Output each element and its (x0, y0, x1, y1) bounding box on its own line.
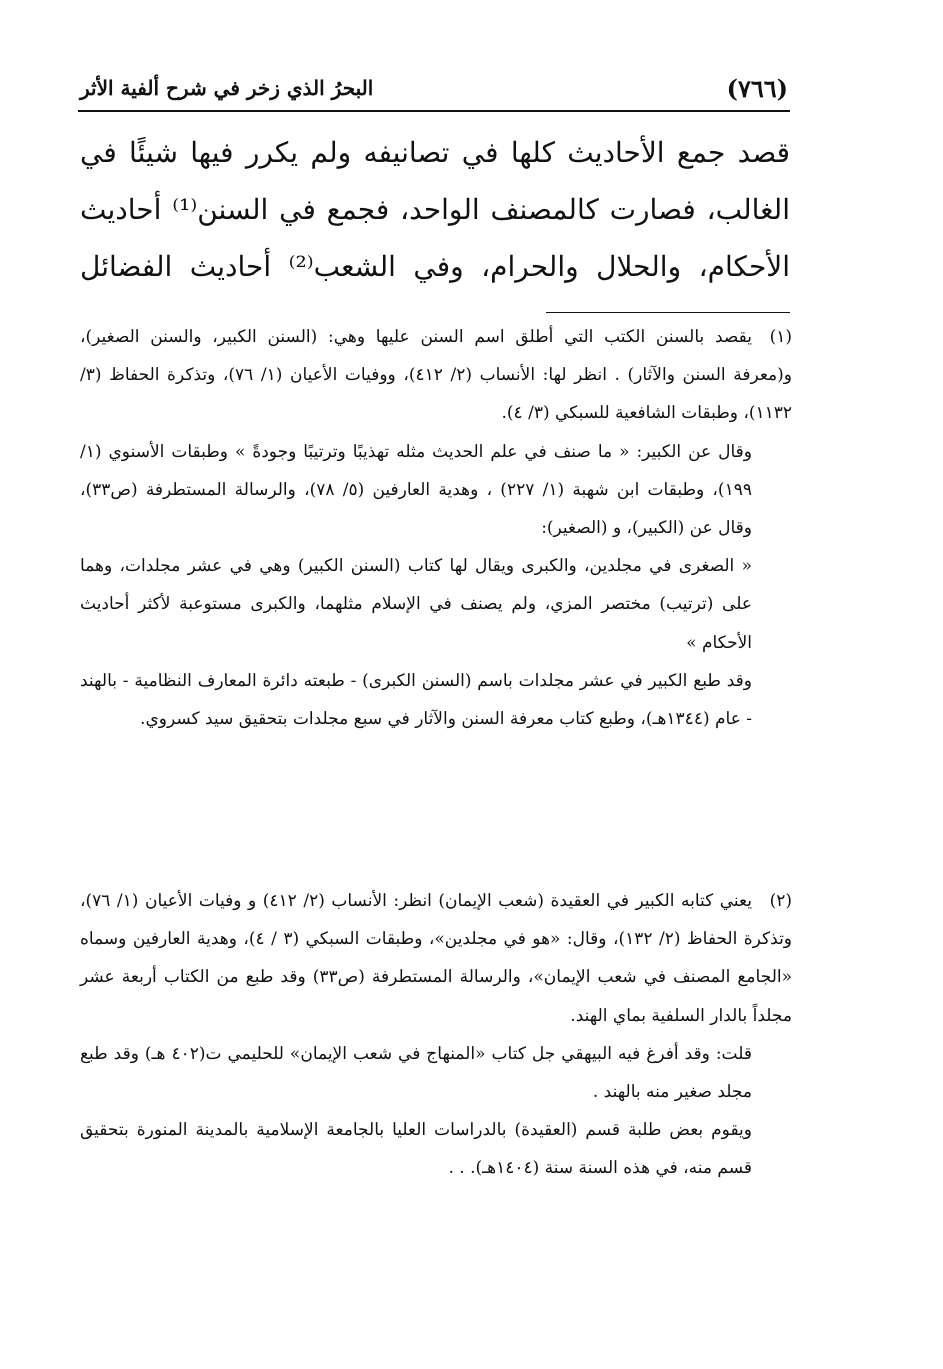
footnote-paragraph: وقال عن الكبير: « ما صنف في علم الحديث مثله تهذيبًا وترتيبًا وجودةً » وطبقات الأسنوي (١/ ١٩٩)، وطبقات ابن شهبة (١/ ٢٢٧) ، وهدية العارفين (٥/ ٧٨)، والرسالة المستطرفة (ص٣٣)، وقال عن (الكبير)، و (الصغير): (80, 441, 752, 539)
running-header (80, 66, 788, 108)
footnote-paragraph: وقد طبع الكبير في عشر مجلدات باسم (السنن الكبرى) - طبعته دائرة المعارف النظامية - بالهند - عام (١٣٤٤هـ)، وطبع كتاب معرفة السنن والآثار في سبع مجلدات بتحقيق سيد كسروي. (80, 670, 752, 730)
footnote-paragraph: « الصغرى في مجلدين، والكبرى ويقال لها كتاب (السنن الكبير) وهي في عشر مجلدات، وهما على (ترتيب) مختصر المزي، ولم يصنف في الإسلام مثلهما، والكبرى مستوعبة لأكثر أحاديث الأحكام » (80, 556, 752, 653)
footnote-number: (١) (769, 327, 792, 347)
footnote-2 (80, 882, 792, 1188)
main-text (80, 124, 790, 295)
footnote-1 (80, 318, 792, 738)
main-text-line: الغالب، فصارت كالمصنف الواحد، فجمع في السنن⁽¹⁾ أحاديث (80, 193, 790, 226)
footnote-separator (546, 312, 790, 313)
header-rule (78, 110, 790, 112)
footnote-paragraph: ويقوم بعض طلبة قسم (العقيدة) بالدراسات العليا بالجامعة الإسلامية بالمدينة المنورة بتحقيق قسم منه، في هذه السنة سنة (١٤٠٤هـ). . . (80, 1120, 752, 1179)
book-title: البحرُ الذي زخر في شرح ألفية الأثر (80, 76, 374, 100)
footnote-paragraph: قلت: وقد أفرغ فيه البيهقي جل كتاب «المنهاج في شعب الإيمان» للحليمي ت(٤٠٢ هـ) وقد طبع مجلد صغير منه بالهند . (80, 1043, 753, 1103)
footnote-paragraph (80, 318, 792, 433)
footnote-number: (٢) (769, 891, 792, 911)
footnote-text: يعني كتابه الكبير في العقيدة (شعب الإيمان) انظر: الأنساب (٢/ ٤١٢) و وفيات الأعيان (١/ ٧٦)، وتذكرة الحفاظ (٢/ ١٣٢)، وقال: «هو في مجلدين»، وطبقات السبكي (٣ / ٤)، وهدية العارفين وسماه «الجامع المصنف في شعب الإيمان»، والرسالة المستطرفة (ص٣٣) وقد طبع من الكتاب أربعة عشر مجلداً بالدار السلفية بماي الهند. (80, 891, 793, 1026)
main-text-line: قصد جمع الأحاديث كلها في تصانيفه ولم يكرر فيها شيئًا في (80, 136, 790, 169)
footnote-paragraph (80, 882, 792, 1035)
page-number: (٧٦٦) (726, 74, 788, 103)
main-text-line: الأحكام، والحلال والحرام، وفي الشعب⁽²⁾ أحاديث الفضائل (80, 250, 790, 283)
footnote-text: يقصد بالسنن الكتب التي أطلق اسم السنن عليها وهي: (السنن الكبير، والسنن الصغير)، و(معرفة السنن والآثار) . انظر لها: الأنساب (٢/ ٤١٢)، ووفيات الأعيان (١/ ٧٦)، وتذكرة الحفاظ (٣/ ١١٣٢)، وطبقات الشافعية للسبكي (٣/ ٤). (80, 327, 792, 424)
